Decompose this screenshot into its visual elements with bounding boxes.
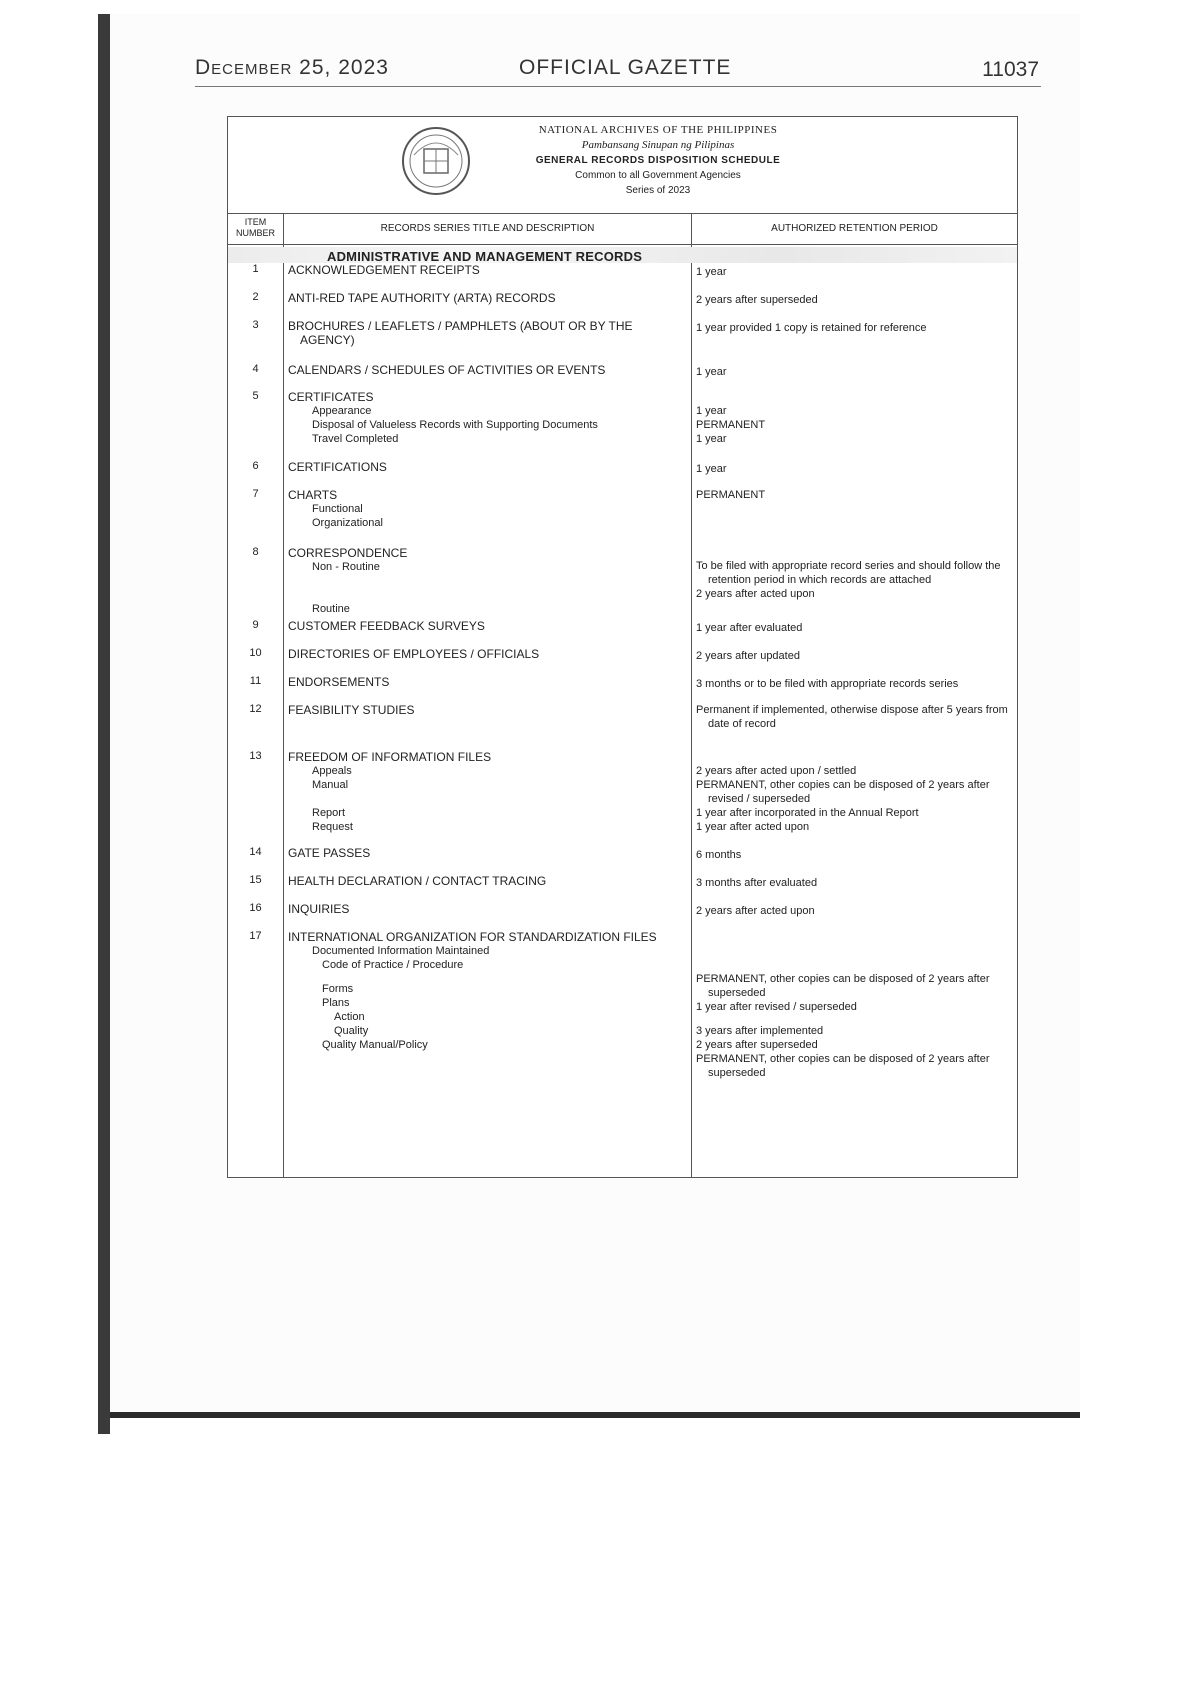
sub-retention: 2 years after acted upon: [696, 588, 815, 600]
sub-item: Action: [334, 1011, 365, 1023]
schedule-series: Series of 2023: [625, 185, 691, 196]
item-retention: [696, 404, 1016, 446]
item-title: CALENDARS / SCHEDULES OF ACTIVITIES OR EVENTS: [288, 363, 606, 377]
item-number: 17: [249, 930, 262, 942]
agency-block: [488, 123, 828, 198]
item-heading: CHARTS: [288, 488, 338, 502]
item-heading: CORRESPONDENCE: [288, 546, 408, 560]
item-number: 7: [252, 488, 259, 500]
item-retention: 2 years after superseded: [696, 294, 818, 306]
item-heading: FREEDOM OF INFORMATION FILES: [288, 750, 492, 764]
item-number: 14: [249, 846, 262, 858]
agency-name: NATIONAL ARCHIVES OF THE PHILIPPINES: [538, 124, 778, 136]
scan-edge-left: [98, 14, 110, 1434]
page-header: [195, 52, 1041, 88]
item-number: 6: [252, 460, 259, 472]
item-number: 13: [249, 750, 262, 762]
item-title: INQUIRIES: [288, 902, 350, 916]
item-retention: 1 year: [696, 266, 727, 278]
section-title: ADMINISTRATIVE AND MANAGEMENT RECORDS: [327, 249, 643, 264]
schedule-scope: Common to all Government Agencies: [575, 170, 741, 181]
item-retention: 3 months or to be filed with appropriate records series: [696, 678, 959, 690]
sub-item: Non - Routine: [312, 561, 380, 573]
sub-item: Quality Manual/Policy: [322, 1039, 428, 1051]
sub-item: Manual: [312, 779, 349, 791]
item-retention: 2 years after acted upon: [696, 905, 815, 917]
column-divider: [283, 213, 284, 1177]
scan-edge-bottom: [110, 1412, 1080, 1418]
item-number: 15: [249, 874, 262, 886]
header-date: December 25, 2023: [195, 56, 389, 79]
item-retention: Permanent if implemented, otherwise dispose after 5 years from date of record: [696, 704, 1008, 730]
item-number: 8: [252, 546, 259, 558]
item-number: 10: [249, 647, 262, 659]
sub-retention: PERMANENT, other copies can be disposed of 2 years after superseded: [696, 973, 990, 999]
sub-retention: 1 year after acted upon: [696, 821, 810, 833]
agency-name-filipino: Pambansang Sinupan ng Pilipinas: [581, 139, 735, 151]
item-title: ENDORSEMENTS: [288, 675, 390, 689]
item-title: CUSTOMER FEEDBACK SURVEYS: [288, 619, 485, 633]
sub-item: Forms: [322, 983, 354, 995]
item-title: FEASIBILITY STUDIES: [288, 703, 415, 717]
disposition-schedule: [227, 116, 1018, 1178]
sub-item: Routine: [312, 603, 350, 615]
item-title: HEALTH DECLARATION / CONTACT TRACING: [288, 874, 547, 888]
item-heading: CERTIFICATES: [288, 390, 374, 404]
item-retention: PERMANENT: [696, 489, 766, 501]
item-title: GATE PASSES: [288, 846, 371, 860]
schedule-title: GENERAL RECORDS DISPOSITION SCHEDULE: [535, 155, 781, 166]
item-title: [288, 750, 688, 834]
sub-item: Appearance: [312, 405, 372, 417]
item-number: 11: [249, 675, 262, 687]
sub-item: Documented Information Maintained: [312, 945, 490, 957]
header-divider: [195, 86, 1041, 87]
sub-retention: 1 year: [696, 433, 727, 445]
item-title: CERTIFICATIONS: [288, 460, 387, 474]
item-title: [288, 546, 688, 616]
item-title: DIRECTORIES OF EMPLOYEES / OFFICIALS: [288, 647, 540, 661]
item-number: 9: [252, 619, 259, 631]
item-number: 4: [252, 363, 259, 375]
item-retention: 1 year: [696, 463, 727, 475]
sub-retention: 2 years after superseded: [696, 1039, 818, 1051]
header-gazette: OFFICIAL GAZETTE: [519, 56, 732, 79]
header-page-number: 11037: [982, 58, 1039, 81]
item-number: 5: [252, 390, 259, 402]
item-number: 2: [252, 291, 259, 303]
item-heading: INTERNATIONAL ORGANIZATION FOR STANDARDIZATION FILES: [288, 930, 657, 944]
item-retention: 3 months after evaluated: [696, 877, 818, 889]
item-title: [288, 390, 688, 446]
sub-retention: 1 year: [696, 405, 727, 417]
sub-retention: PERMANENT, other copies can be disposed of 2 years after superseded: [696, 1053, 990, 1079]
sub-retention: To be filed with appropriate record series and should follow the retention period in which records are attached: [696, 560, 1001, 586]
item-number: 16: [249, 902, 262, 914]
item-title: [288, 488, 688, 530]
item-retention: [696, 764, 1016, 834]
item-title: ACKNOWLEDGEMENT RECEIPTS: [288, 263, 480, 277]
item-number: 12: [249, 703, 262, 715]
item-number: 1: [252, 263, 259, 275]
item-number: 3: [252, 319, 259, 331]
item-retention: 1 year: [696, 366, 727, 378]
sub-item: Code of Practice / Procedure: [322, 959, 464, 971]
archives-seal-icon: [400, 125, 472, 197]
sub-item: Quality: [334, 1025, 369, 1037]
item-retention: 2 years after updated: [696, 650, 800, 662]
item-retention: 6 months: [696, 849, 742, 861]
col-title: RECORDS SERIES TITLE AND DESCRIPTION: [380, 223, 595, 234]
sub-item: Organizational: [312, 517, 383, 529]
sub-item: Report: [312, 807, 346, 819]
col-retention: AUTHORIZED RETENTION PERIOD: [771, 223, 938, 234]
sub-retention: 1 year after incorporated in the Annual Report: [696, 807, 919, 819]
item-retention: [696, 972, 1016, 1080]
item-retention: 1 year provided 1 copy is retained for reference: [696, 322, 927, 334]
item-title: ANTI-RED TAPE AUTHORITY (ARTA) RECORDS: [288, 291, 556, 305]
sub-retention: PERMANENT, other copies can be disposed of 2 years after revised / superseded: [696, 779, 990, 805]
sub-item: Functional: [312, 503, 363, 515]
sub-item: Appeals: [312, 765, 352, 777]
item-title: [288, 930, 688, 1052]
sub-retention: 3 years after implemented: [696, 1025, 824, 1037]
item-retention: 1 year after evaluated: [696, 622, 803, 634]
sub-item: Plans: [322, 997, 350, 1009]
item-retention: [696, 559, 1016, 601]
sub-item: Disposal of Valueless Records with Supporting Documents: [312, 419, 598, 431]
sub-retention: 1 year after revised / superseded: [696, 1001, 857, 1013]
column-divider: [691, 213, 692, 1177]
sub-item: Travel Completed: [312, 433, 399, 445]
table-header: [228, 213, 1017, 245]
sub-retention: PERMANENT: [696, 419, 766, 431]
col-item-number: ITEM NUMBER: [235, 217, 275, 238]
item-title: BROCHURES / LEAFLETS / PAMPHLETS (ABOUT OR BY THE AGENCY): [288, 319, 633, 347]
sub-retention: 2 years after acted upon / settled: [696, 765, 857, 777]
sub-item: Request: [312, 821, 353, 833]
